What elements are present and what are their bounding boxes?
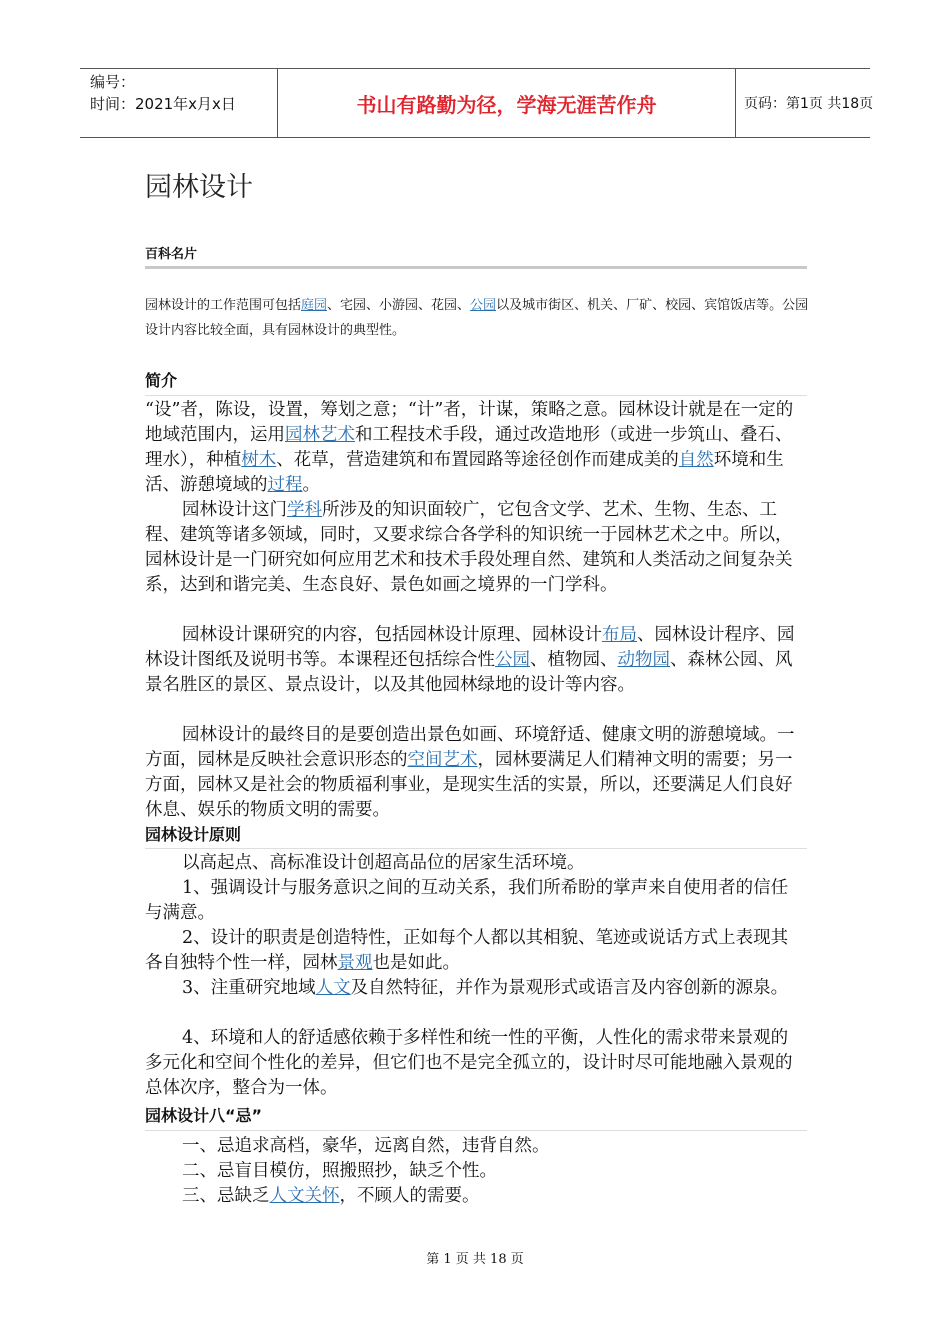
paragraph-text: 3、注重研究地域: [182, 978, 316, 998]
paragraph-text: 所涉及的知识面较广，它包含文学、艺术、生物、生态、工程、建筑等诸多领域，同时，又要求综合各学科的知识统一于园林艺术之中。所以，园林设计是一门研究如何应用艺术和技术手段处理自然、建筑和人类活动之间复杂关系，达到和谐完美、生态良好、景色如画之境界的一门学科。: [145, 500, 793, 595]
link-gongyuan[interactable]: 公园: [470, 298, 497, 313]
paragraph-text: 也是如此。: [372, 953, 460, 973]
time-label: 时间：2021年x月x日: [90, 95, 236, 113]
link-buju[interactable]: 布局: [602, 625, 637, 645]
paragraph-text: 及自然特征，并作为景观形式或语言及内容创新的源泉。: [350, 978, 789, 998]
list-item: 一、忌追求高档，豪华，远离自然，违背自然。: [182, 1136, 550, 1156]
page-footer: 第 1 页 共 18 页: [426, 1252, 524, 1267]
paragraph-text: 环境和生活、游憩境域的: [145, 450, 784, 495]
list-item: 二、忌盲目模仿，照搬照抄，缺乏个性。: [182, 1161, 497, 1181]
link-dongwuyuan[interactable]: 动物园: [617, 650, 670, 670]
link-renwen-guanhuai[interactable]: 人文关怀: [269, 1186, 340, 1206]
number-label: 编号：: [90, 73, 136, 91]
paragraph: [145, 498, 805, 598]
paragraph: 以高起点、高标准设计创超高品位的居家生活环境。: [182, 853, 585, 873]
paragraph-text: 、森林公园、风景名胜区的景区、景点设计，以及其他园林绿地的设计等内容。: [145, 650, 793, 695]
paragraph: [145, 926, 805, 976]
paragraph: [145, 723, 805, 823]
intro-text: 以及城市街区、机关、厂矿、校园、宾馆饭店等。公园设计内容比较全面，具有园林设计的典型性。: [145, 298, 809, 338]
paragraph: [145, 398, 805, 498]
link-gongyuan-2[interactable]: 公园: [495, 650, 530, 670]
paragraph: [145, 623, 805, 698]
paragraph-text: 和工程技术手段，通过改造地形（或进一步筑山、叠石、理水），种植: [145, 425, 793, 470]
paragraph-text: 园林设计课研究的内容，包括园林设计原理、园林设计: [182, 625, 602, 645]
link-shumu[interactable]: 树木: [241, 450, 277, 470]
link-guocheng[interactable]: 过程: [267, 475, 303, 495]
divider: [145, 266, 807, 269]
paragraph-text: ，园林要满足人们精神文明的需要；另一方面，园林又是社会的物质福利事业，是现实生活的实景，所以，还要满足人们良好休息、娱乐的物质文明的需要。: [145, 750, 793, 820]
list-item: [145, 1184, 805, 1209]
section-divider: [145, 395, 807, 396]
link-tingyuan[interactable]: 庭园: [301, 298, 328, 313]
intro-text: 、宅园、小游园、花园、: [327, 298, 471, 313]
section-heading-principles: 园林设计原则: [145, 825, 242, 844]
page-title: 园林设计: [145, 172, 253, 203]
link-jingguan[interactable]: 景观: [337, 953, 373, 973]
section-divider: [145, 1130, 807, 1131]
link-yuanlin-yishu[interactable]: 园林艺术: [285, 425, 355, 445]
paragraph-text: 、花草，营造建筑和布置园路等途径创作而建成美的: [276, 450, 679, 470]
list-item-text: ，不顾人的需要。: [339, 1186, 480, 1206]
paragraph-text: 园林设计这门: [182, 500, 287, 520]
section-heading-taboos: 园林设计八“忌”: [145, 1106, 263, 1125]
paragraph: 1、强调设计与服务意识之间的互动关系，我们所希盼的掌声来自使用者的信任与满意。: [145, 878, 789, 923]
paragraph-text: 。: [302, 475, 320, 495]
intro-summary: [145, 293, 810, 343]
section-divider: [145, 848, 807, 849]
link-kongjian-yishu[interactable]: 空间艺术: [407, 750, 478, 770]
page-header-table: [80, 68, 874, 138]
section-heading-intro: 简介: [145, 371, 178, 390]
paragraph-text: “设”者，陈设，设置，筹划之意；“计”者，计谋，策略之意。园林设计就是在一定的地域范围内，运用: [145, 400, 794, 445]
paragraph-text: 2、设计的职责是创造特性，正如每个人都以其相貌、笔迹或说话方式上表现其各自独特个性一样，园林: [145, 928, 789, 973]
paragraph: 4、环境和人的舒适感依赖于多样性和统一性的平衡，人性化的需求带来景观的多元化和空间个性化的差异，但它们也不是完全孤立的，设计时尽可能地融入景观的总体次序，整合为一体。: [145, 1028, 793, 1098]
link-xueke[interactable]: 学科: [287, 500, 322, 520]
header-motto: 书山有路勤为径，学海无涯苦作舟: [278, 69, 736, 137]
paragraph-text: 、植物园、: [530, 650, 618, 670]
header-meta-cell: [80, 69, 278, 137]
baike-card-label: 百科名片: [145, 247, 198, 262]
header-page-info: 页码：第1页 共18页: [744, 96, 874, 112]
paragraph: [145, 976, 805, 1001]
paragraph-text: 园林设计的最终目的是要创造出景色如画、环境舒适、健康文明的游憩境域。一方面，园林是反映社会意识形态的: [145, 725, 795, 770]
intro-text: 园林设计的工作范围可包括: [145, 298, 302, 313]
link-renwen[interactable]: 人文: [315, 978, 351, 998]
paragraph-text: 、园林设计程序、园林设计图纸及说明书等。本课程还包括综合性: [145, 625, 795, 670]
link-ziran[interactable]: 自然: [678, 450, 714, 470]
list-item-text: 三、忌缺乏: [182, 1186, 270, 1206]
